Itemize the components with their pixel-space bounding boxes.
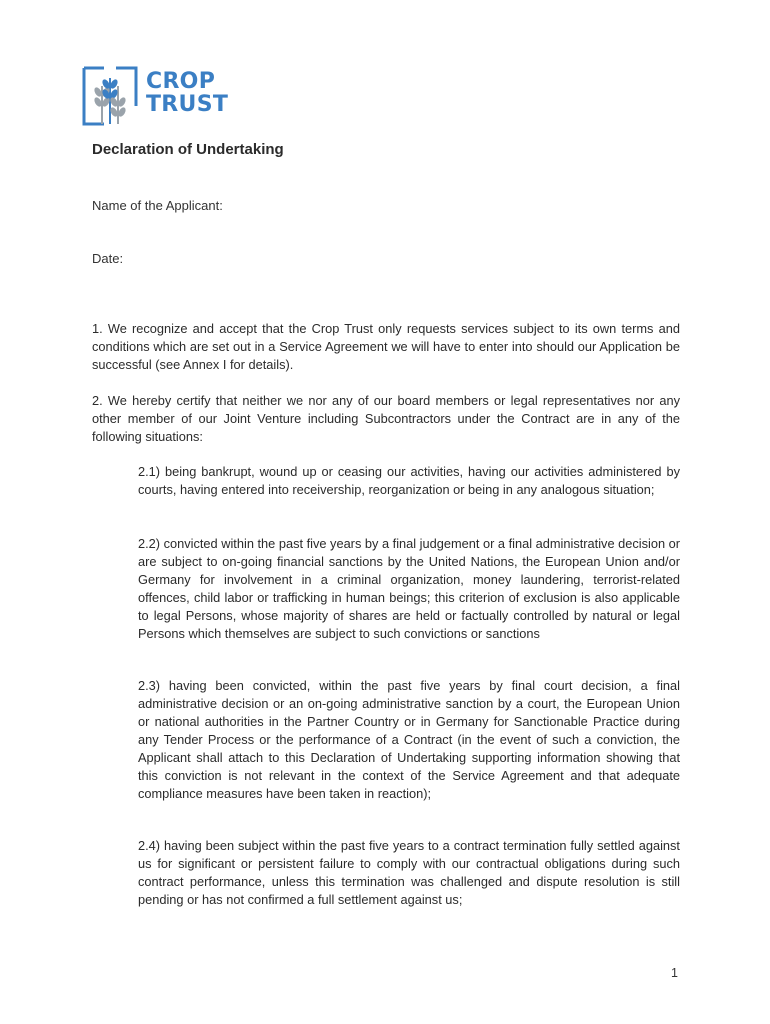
logo-line-2: TRUST [146, 92, 229, 117]
page-number: 1 [671, 966, 678, 980]
list-item-2-4: 2.4) having been subject within the past five years to a contract termination fully settled against us for significant or persistent failure to comply with our contractual obligations during such contract performance, unless this termination was challenged and dispute resolution is still pending or has not confirmed a full settlement against us; [138, 838, 680, 907]
date-label: Date: [92, 251, 124, 266]
crop-trust-logo [82, 66, 232, 130]
document-title: Declaration of Undertaking [92, 141, 284, 158]
list-item-2-3: 2.3) having been convicted, within the past five years by final court decision, a final administrative decision or an on-going administrative sanction by a court, the European Union or national authorities in the Partner Country or in Germany for Sanctionable Practice during any Tender Process or the performance of a Contract (in the event of such a conviction, the Applicant shall attach to this Declaration of Undertaking supporting information showing that this conviction is not relevant in the context of the Service Agreement and that adequate compliance measures have been taken in reaction); [138, 678, 680, 801]
logo-wordmark [146, 70, 228, 116]
list-item-2-2: 2.2) convicted within the past five years by a final judgement or a final administrative decision or are subject to on-going financial sanctions by the United Nations, the European Union and/or Germany for involvement in a criminal organization, money laundering, terrorist-related offences, child labor or trafficking in human beings; this criterion of exclusion is also applicable to legal Persons, whose majority of shares are held or factually controlled by natural or legal Persons which themselves are subject to such convictions or sanctions [138, 536, 681, 641]
list-item-2-1: 2.1) being bankrupt, wound up or ceasing our activities, having our activities administered by courts, having entered into receivership, reorganization or being in any analogous situation; [138, 464, 680, 497]
logo-line-1: CROP [146, 69, 216, 94]
paragraph-1: 1. We recognize and accept that the Crop Trust only requests services subject to its own terms and conditions which are set out in a Service Agreement we will have to enter into should our Application be successful (see Annex I for details). [92, 321, 680, 372]
wheat-icon [82, 66, 138, 126]
paragraph-2: 2. We hereby certify that neither we nor any of our board members or legal representatives nor any other member of our Joint Venture including Subcontractors under the Contract are in any of the following situations: [92, 393, 680, 444]
applicant-name-label: Name of the Applicant: [92, 198, 223, 213]
